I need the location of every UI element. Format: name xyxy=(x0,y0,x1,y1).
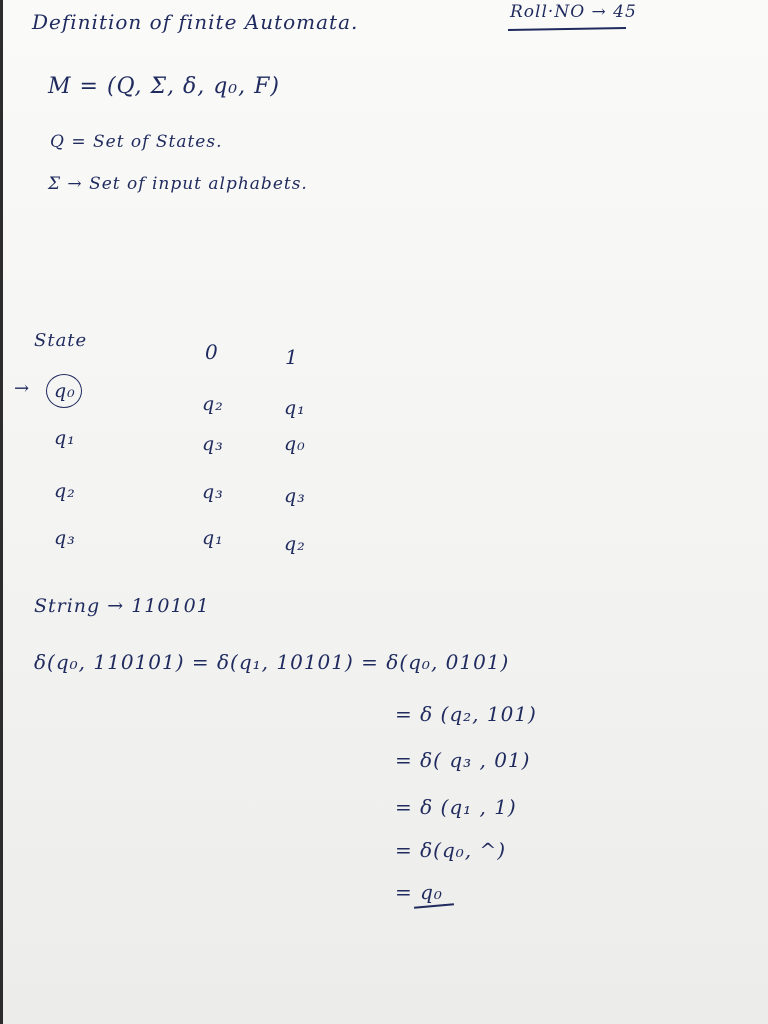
page-title: Definition of finite Automata. xyxy=(32,10,359,34)
start-state-arrow-icon: → xyxy=(14,378,31,399)
computation-step: = δ (q₂, 101) xyxy=(395,702,537,726)
table-row-state: q₂ xyxy=(54,480,76,502)
page-edge xyxy=(0,0,3,1024)
table-header-input-0: 0 xyxy=(205,340,219,364)
table-row-on0: q₁ xyxy=(202,527,224,549)
table-row-state: q₃ xyxy=(54,527,76,549)
table-row-state: q₀ xyxy=(54,380,76,402)
computation-final-result: = q₀ xyxy=(395,880,443,904)
computation-step: = δ (q₁ , 1) xyxy=(395,795,517,819)
table-row-on0: q₂ xyxy=(202,393,224,415)
states-definition: Q = Set of States. xyxy=(50,132,223,152)
roll-number-underline xyxy=(508,27,626,31)
input-string: String → 110101 xyxy=(34,595,210,617)
table-row-on0: q₃ xyxy=(202,481,224,503)
alphabet-definition: Σ → Set of input alphabets. xyxy=(48,174,308,194)
table-header-input-1: 1 xyxy=(285,345,299,369)
computation-step: = δ(q₀, ^) xyxy=(395,838,507,862)
table-row-on1: q₁ xyxy=(284,397,306,419)
automaton-tuple: M = (Q, Σ, δ, q₀, F) xyxy=(48,74,280,99)
answer-underline xyxy=(414,903,454,908)
table-header-state: State xyxy=(34,330,88,351)
computation-step: = δ( q₃ , 01) xyxy=(395,748,531,772)
table-row-on1: q₃ xyxy=(284,485,306,507)
table-row-state: q₁ xyxy=(54,427,76,449)
roll-number: Roll·NO → 45 xyxy=(510,2,637,22)
table-row-on1: q₀ xyxy=(284,433,306,455)
computation-first-line: δ(q₀, 110101) = δ(q₁, 10101) = δ(q₀, 0101) xyxy=(34,650,510,674)
table-row-on1: q₂ xyxy=(284,533,306,555)
table-row-on0: q₃ xyxy=(202,433,224,455)
